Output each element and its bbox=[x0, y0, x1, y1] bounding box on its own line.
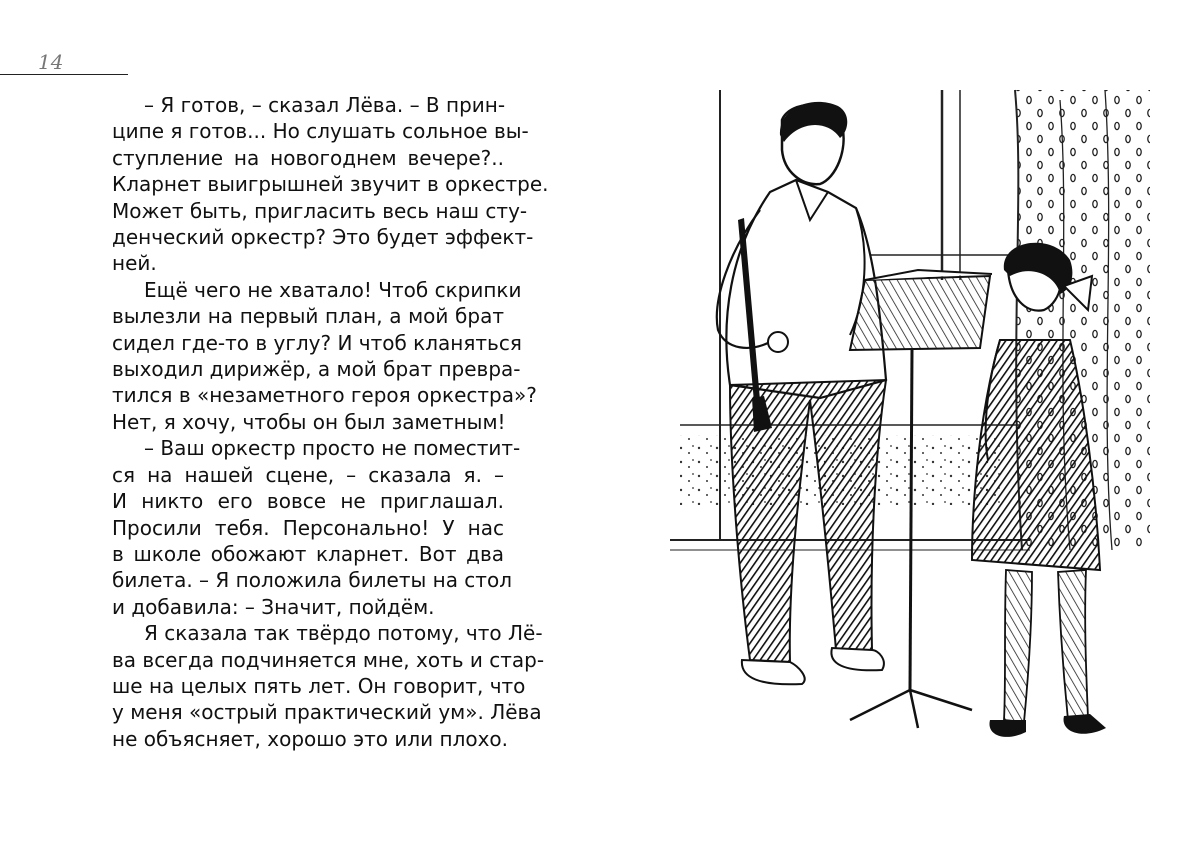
text-line: Нет, я хочу, чтобы он был заметным! bbox=[112, 409, 506, 434]
paragraph-2 bbox=[112, 277, 537, 435]
text-line: ше на целых пять лет. Он говорит, что bbox=[112, 673, 526, 698]
text-line: ступление на новогоднем вечере?.. bbox=[112, 145, 504, 170]
text-line: денческий оркестр? Это будет эффект- bbox=[112, 225, 534, 250]
text-line: ся на нашей сцене, – сказала я. – bbox=[112, 462, 504, 487]
text-line: ней. bbox=[112, 251, 157, 276]
text-line: билета. – Я положила билеты на стол bbox=[112, 568, 512, 593]
text-line: вылезли на первый план, а мой брат bbox=[112, 304, 504, 329]
text-line: Кларнет выигрышней звучит в оркестре. bbox=[112, 172, 549, 197]
text-line: – Ваш оркестр просто не поместит- bbox=[144, 436, 521, 461]
text-line: Просили тебя. Персонально! У нас bbox=[112, 515, 504, 540]
young-man-figure bbox=[717, 102, 886, 684]
paragraph-4 bbox=[112, 620, 545, 752]
text-line: не объясняет, хорошо это или плохо. bbox=[112, 726, 509, 751]
text-line: тился в «незаметного героя оркестра»? bbox=[112, 383, 537, 408]
text-line: Может быть, пригласить весь наш сту- bbox=[112, 198, 528, 223]
text-line: Ещё чего не хватало! Чтоб скрипки bbox=[144, 277, 522, 302]
text-line: И никто его вовсе не приглашал. bbox=[112, 489, 504, 514]
text-line: ва всегда подчиняется мне, хоть и стар- bbox=[112, 647, 545, 672]
page-number-rule bbox=[0, 74, 128, 75]
illustration bbox=[660, 80, 1160, 770]
text-line: ципе я готов... Но слушать сольное вы- bbox=[112, 119, 529, 144]
text-line: в школе обожают кларнет. Вот два bbox=[112, 541, 504, 566]
text-line: Я сказала так твёрдо потому, что Лё- bbox=[144, 621, 543, 646]
text-line: – Я готов, – сказал Лёва. – В прин- bbox=[144, 93, 506, 117]
text-line: и добавила: – Значит, пойдём. bbox=[112, 594, 435, 619]
page-number: 14 bbox=[38, 50, 64, 74]
body-text bbox=[112, 92, 549, 752]
text-line: сидел где-то в углу? И чтоб кланяться bbox=[112, 330, 522, 355]
text-line: выходил дирижёр, а мой брат преврa- bbox=[112, 357, 521, 382]
text-line: у меня «острый практический ум». Лёва bbox=[112, 700, 542, 725]
paragraph-3 bbox=[112, 435, 521, 620]
paragraph-1 bbox=[112, 92, 549, 277]
